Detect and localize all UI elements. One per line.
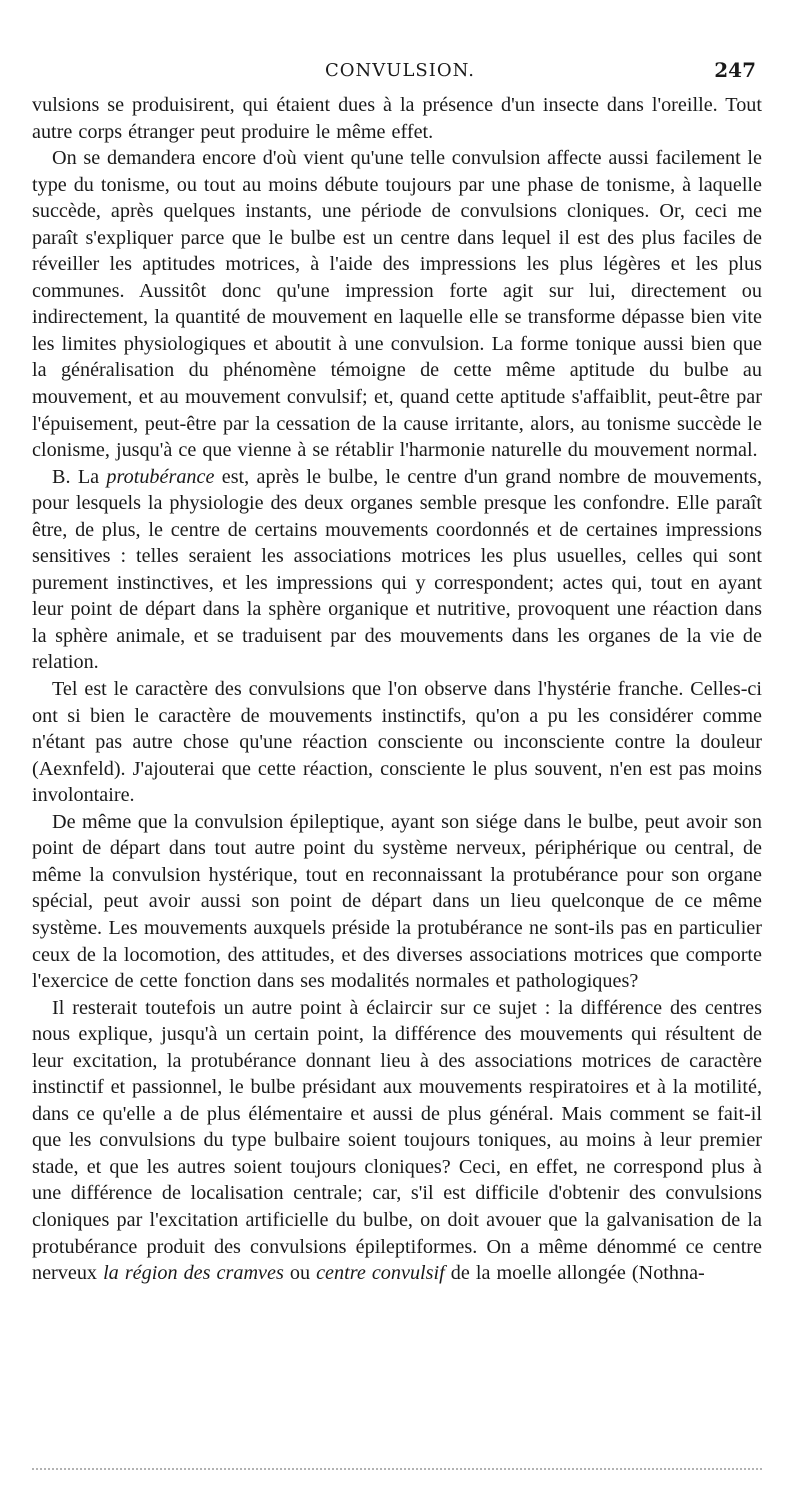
body-text bbox=[32, 92, 762, 1287]
paragraph bbox=[32, 145, 762, 464]
text-run: est, après le bulbe, le centre d'un grand nombre de mouvements, pour lesquels la physiologie des deux organes semble presque les confondre. Elle paraît être, de plus, le centre de certains mouvements coordonnés et de certaines impressions sensitives : telles seraient les associations motrices les plus usuelles, celles qui sont purement instinctives, et les impressions qui y correspondent; actes qui, tout en ayant leur point de départ dans la sphère organique et nutritive, provoquent une réaction dans la sphère animale, et se traduisent par des mouvements dans les organes de la vie de relation. bbox=[32, 465, 762, 674]
text-run: ou bbox=[283, 1262, 317, 1285]
italic-text: centre convulsif bbox=[316, 1262, 445, 1285]
paragraph bbox=[32, 92, 762, 145]
paragraph bbox=[32, 809, 762, 995]
paragraph bbox=[32, 676, 762, 809]
italic-text: la région des cramves bbox=[103, 1262, 284, 1285]
text-run: vulsions se produisirent, qui étaient dues à la présence d'un insecte dans l'oreille. Tout autre corps étranger peut produire le même effet. bbox=[32, 94, 762, 143]
text-run: De même que la convulsion épileptique, ayant son siége dans le bulbe, peut avoir son point de départ dans tout autre point du système nerveux, périphérique ou central, de même la convulsion hystérique, tout en reconnaissant la protubérance pour son organe spécial, peut avoir aussi son point de départ dans un lieu quelconque de ce même système. Les mouvements auxquels préside la protubérance ne sont-ils pas en particulier ceux de la locomotion, des attitudes, et des diverses associations motrices que comporte l'exercice de cette fonction dans ses modalités normales et pathologiques? bbox=[32, 810, 762, 993]
running-head bbox=[0, 58, 800, 86]
italic-text: protubérance bbox=[106, 465, 215, 488]
page-number: 247 bbox=[714, 58, 756, 82]
paragraph bbox=[32, 995, 762, 1287]
text-run: On se demandera encore d'où vient qu'une telle convulsion affecte aussi facilement le type du tonisme, ou tout au moins débute toujours par une phase de tonisme, à laquelle succède, après quelques instants, une période de convulsions cloniques. Or, ceci me paraît s'expliquer parce que le bulbe est un centre dans lequel il est des plus faciles de réveiller les aptitudes motrices, à l'aide des impressions les plus légères et les plus communes. Aussitôt donc qu'une impression forte agit sur lui, directement ou indirectement, la quantité de mouvement en laquelle elle se transforme dépasse bien vite les limites physiologiques et aboutit à une convulsion. La forme tonique aussi bien que la généralisation du phénomène témoigne de cette même aptitude du bulbe au mouvement, et au mouvement convulsif; et, quand cette aptitude s'affaiblit, peut-être par l'épuisement, peut-être par la cessation de la cause irritante, alors, au tonisme succède le clonisme, jusqu'à ce que vienne à se rétablir l'harmonie naturelle du mouvement normal. bbox=[32, 147, 762, 462]
text-run: Il resterait toutefois un autre point à éclaircir sur ce sujet : la différence des centres nous explique, jusqu'à un certain point, la différence des mouvements qui résultent de leur excitation, la protubérance donnant lieu à des associations motrices de caractère instinctif et passionnel, le bulbe présidant aux mouvements respiratoires et à la motilité, dans ce qu'elle a de plus élémentaire et aussi de plus général. Mais comment se fait-il que les convulsions du type bulbaire soient toujours toniques, au moins à leur premier stade, et que les autres soient toujours cloniques? Ceci, en effet, ne correspond plus à une différence de localisation centrale; car, s'il est difficile d'obtenir des convulsions cloniques par l'excitation artificielle du bulbe, on doit avouer que la galvanisation de la protubérance produit des convulsions épileptiformes. On a même dénommé ce centre nerveux bbox=[32, 996, 762, 1285]
footer-rule bbox=[32, 1468, 762, 1470]
text-run: de la moelle allongée (Nothna- bbox=[444, 1262, 705, 1285]
paragraph bbox=[32, 464, 762, 676]
running-head-title: CONVULSION. bbox=[325, 60, 475, 81]
text-run: B. La bbox=[52, 465, 107, 488]
text-run: Tel est le caractère des convulsions que l'on observe dans l'hystérie franche. Celles-ci ont si bien le caractère de mouvements instinctifs, qu'on a pu les considérer comme n'étant pas autre chose qu'une réaction consciente ou inconsciente contre la douleur (Aexnfeld). J'ajouterai que cette réaction, consciente le plus souvent, n'en est pas moins involontaire. bbox=[32, 678, 762, 807]
